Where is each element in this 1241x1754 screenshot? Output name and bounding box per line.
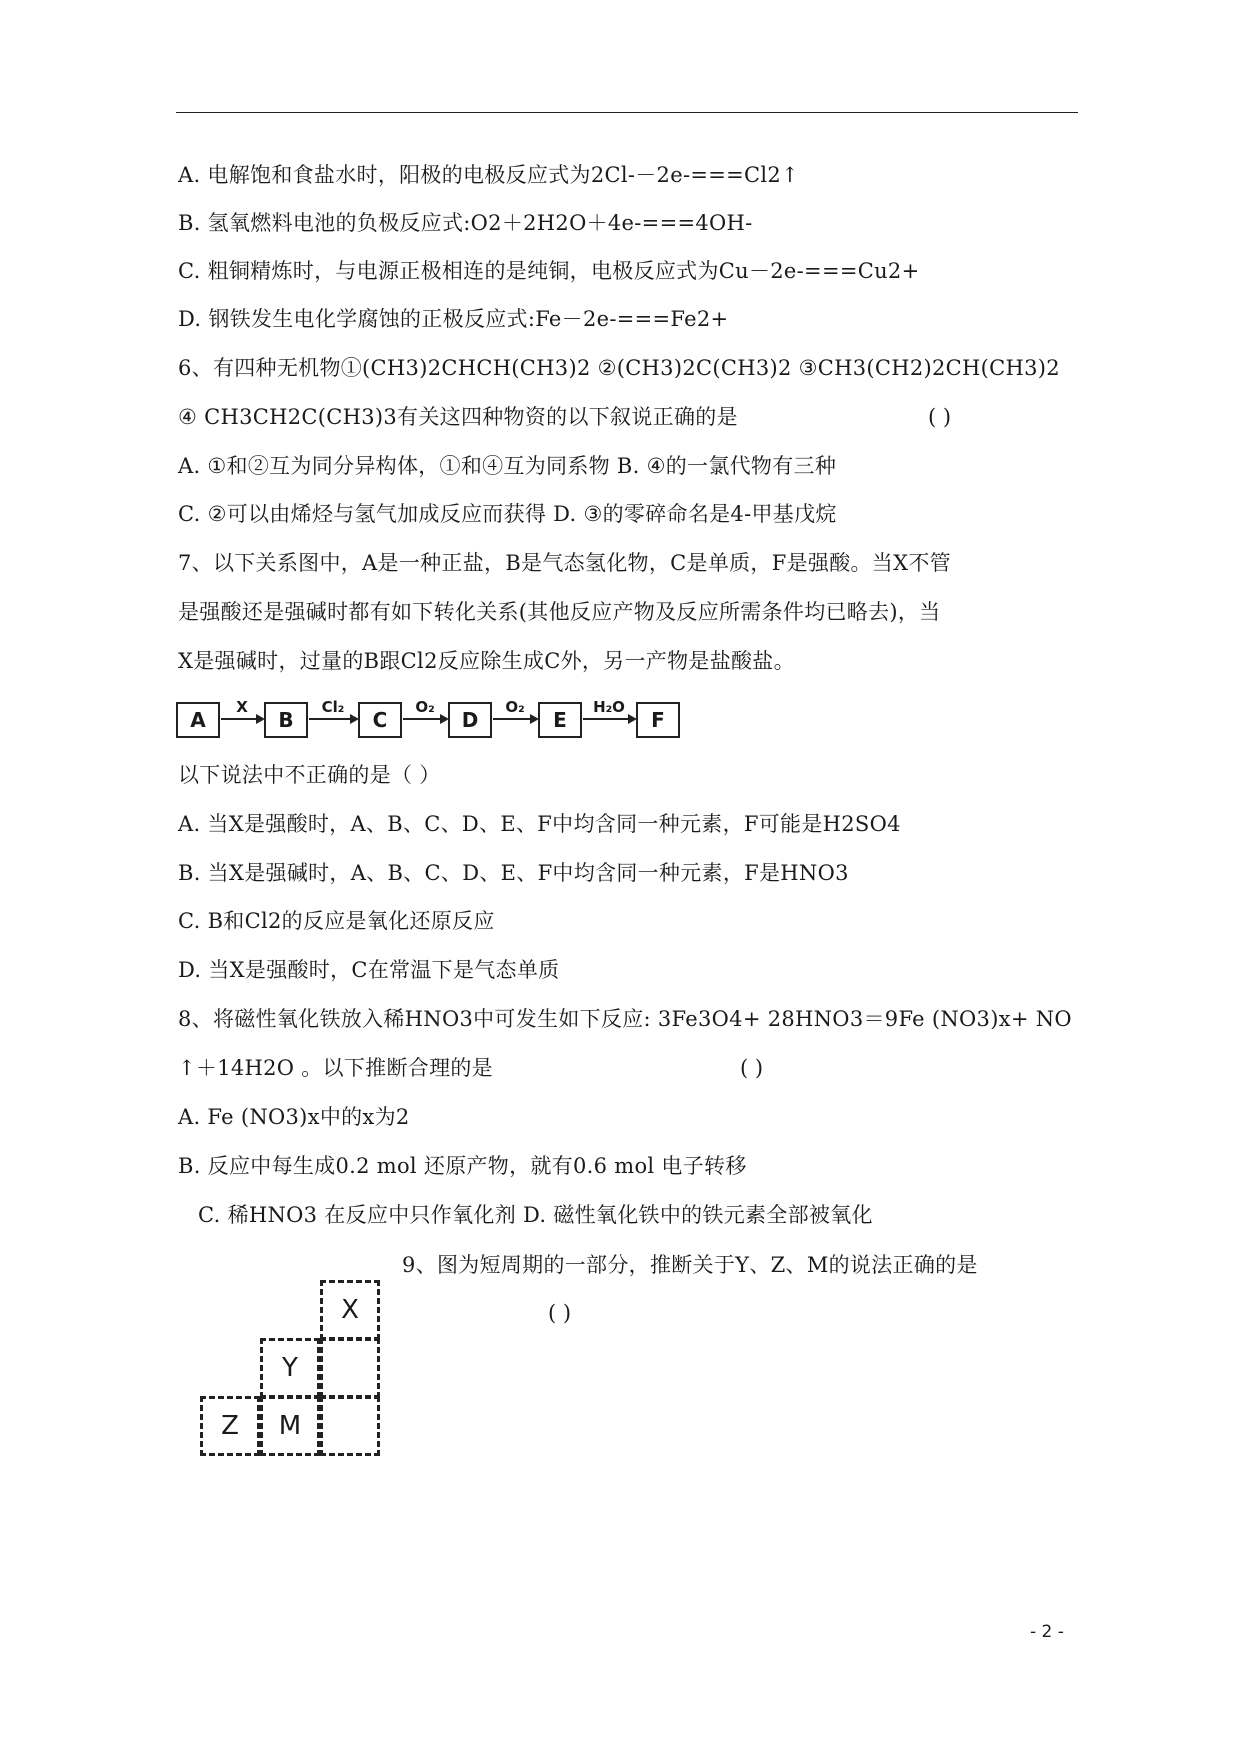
- cell-m: M: [260, 1396, 320, 1456]
- flow-node-e: E: [538, 702, 582, 738]
- flow-node-d: D: [448, 702, 492, 738]
- q8-stem-line1: 8、将磁性氧化铁放入稀HNO3中可发生如下反应: 3Fe3O4+ 28HNO3＝9Fe (NO3)x+ NO: [178, 1007, 1072, 1031]
- q6-options-cd: C. ②可以由烯烃与氢气加成反应而获得 D. ③的零碎命名是4-甲基戊烷: [178, 502, 837, 526]
- cell-y: Y: [260, 1338, 320, 1398]
- q6-options-ab: A. ①和②互为同分异构体，①和④互为同系物 B. ④的一氯代物有三种: [178, 454, 837, 478]
- q7-option-d: D. 当X是强酸时，C在常温下是气态单质: [178, 958, 560, 982]
- q5-option-d: D. 钢铁发生电化学腐蚀的正极反应式:Fe－2e-===Fe2+: [178, 307, 729, 331]
- q7-stem-line1: 7、以下关系图中，A是一种正盐，B是气态氢化物，C是单质，F是强酸。当X不管: [178, 551, 951, 575]
- q7-option-c: C. B和Cl2的反应是氧化还原反应: [178, 909, 495, 933]
- flow-node-c: C: [358, 702, 402, 738]
- q5-option-b: B. 氢氧燃料电池的负极反应式:O2＋2H2O＋4e-===4OH-: [178, 211, 753, 235]
- q8-stem-line2: ↑＋14H2O 。以下推断合理的是: [178, 1056, 493, 1080]
- flow-arrow-label: Cl₂: [321, 698, 345, 716]
- flow-node-f: F: [636, 702, 680, 738]
- q7-stem-line2: 是强酸还是强碱时都有如下转化关系(其他反应产物及反应所需条件均已略去)，当: [178, 600, 941, 624]
- q6-answer-blank: ( ): [928, 405, 952, 429]
- flow-node-a: A: [176, 702, 220, 738]
- q8-option-b: B. 反应中每生成0.2 mol 还原产物，就有0.6 mol 电子转移: [178, 1154, 747, 1178]
- q7-stem-line3: X是强碱时，过量的B跟Cl2反应除生成C外，另一产物是盐酸盐。: [178, 649, 795, 673]
- q5-option-a: A. 电解饱和食盐水时，阳极的电极反应式为2Cl-－2e-===Cl2↑: [178, 163, 799, 187]
- page-number: - 2 -: [1030, 1622, 1064, 1642]
- conversion-flow-diagram: [176, 698, 696, 744]
- flow-arrow-2: [309, 698, 357, 720]
- q5-option-c: C. 粗铜精炼时，与电源正极相连的是纯铜，电极反应式为Cu－2e-===Cu2+: [178, 259, 920, 283]
- flow-arrow-label: O₂: [505, 698, 525, 716]
- q6-stem-line2: ④ CH3CH2C(CH3)3有关这四种物资的以下叙说正确的是: [178, 405, 738, 429]
- cell-empty: [320, 1338, 380, 1398]
- flow-arrow-label: H₂O: [593, 698, 625, 716]
- flow-arrow-label: X: [236, 698, 248, 716]
- flow-arrow-label: O₂: [415, 698, 435, 716]
- periodic-table-fragment: [200, 1280, 385, 1460]
- q7-option-a: A. 当X是强酸时，A、B、C、D、E、F中均含同一种元素，F可能是H2SO4: [178, 812, 901, 836]
- flow-node-b: B: [264, 702, 308, 738]
- flow-arrow-1: [221, 698, 263, 720]
- q6-stem-line1: 6、有四种无机物①(CH3)2CHCH(CH3)2 ②(CH3)2C(CH3)2 ③CH3(CH2)2CH(CH3)2: [178, 356, 1060, 380]
- q8-options-cd: C. 稀HNO3 在反应中只作氧化剂 D. 磁性氧化铁中的铁元素全部被氧化: [198, 1203, 873, 1227]
- q8-option-a: A. Fe (NO3)x中的x为2: [178, 1105, 410, 1129]
- q7-question: 以下说法中不正确的是（ ）: [178, 763, 441, 787]
- q8-answer-blank: ( ): [740, 1056, 764, 1080]
- cell-empty: [320, 1396, 380, 1456]
- cell-z: Z: [200, 1396, 260, 1456]
- q9-stem: 9、图为短周期的一部分，推断关于Y、Z、M的说法正确的是: [402, 1253, 978, 1277]
- header-rule: [176, 112, 1078, 113]
- cell-x: X: [320, 1280, 380, 1340]
- q9-answer-blank: ( ): [548, 1301, 572, 1325]
- flow-arrow-5: [583, 698, 635, 720]
- flow-arrow-4: [493, 698, 537, 720]
- q7-option-b: B. 当X是强碱时，A、B、C、D、E、F中均含同一种元素，F是HNO3: [178, 861, 849, 885]
- flow-arrow-3: [403, 698, 447, 720]
